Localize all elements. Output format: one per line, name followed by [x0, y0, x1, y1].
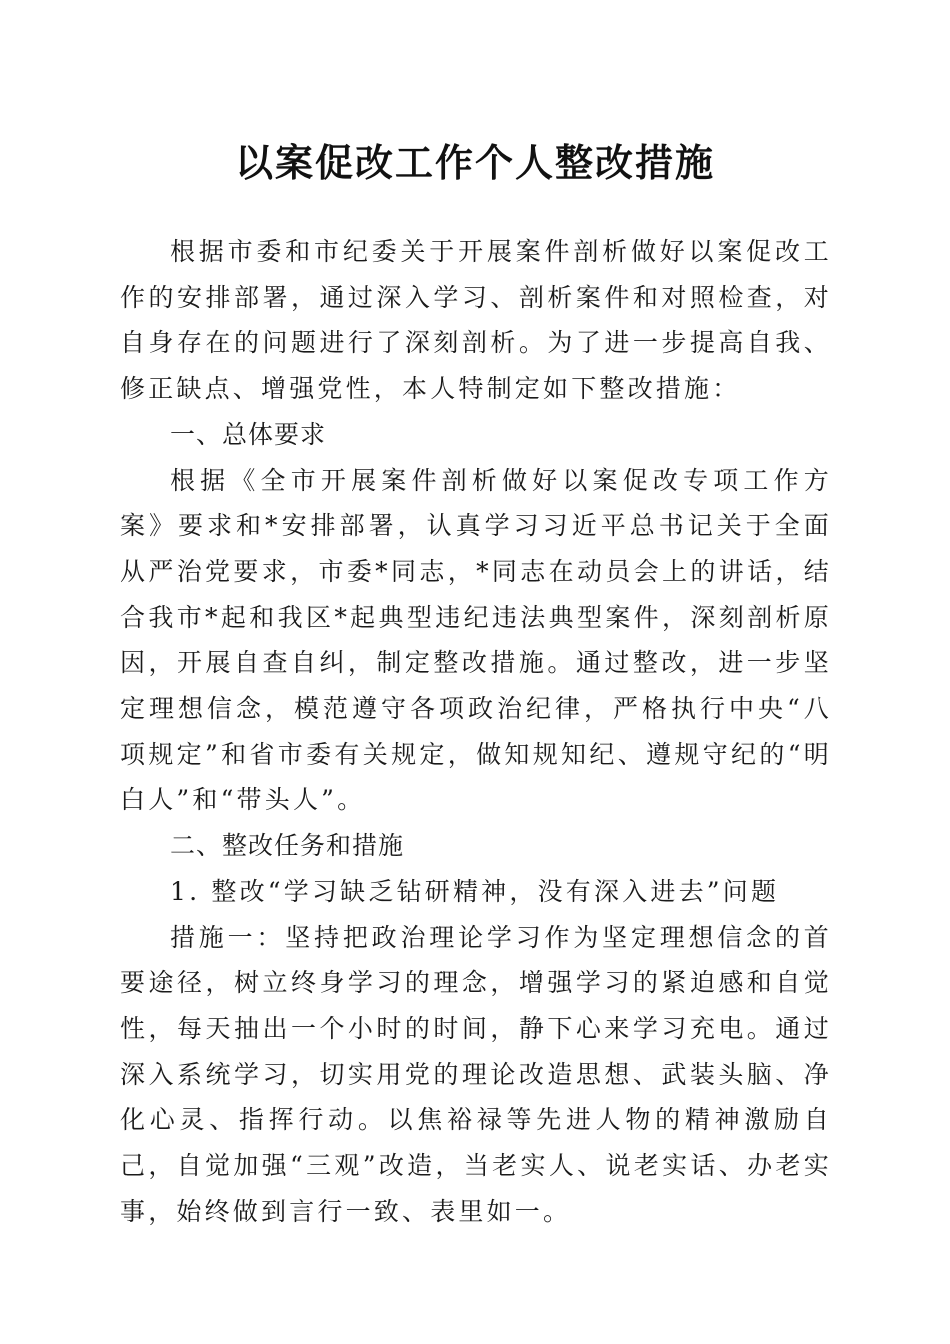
- section-heading-tasks-and-measures: 二、整改任务和措施: [170, 831, 405, 861]
- document-title: 以案促改工作个人整改措施: [234, 140, 715, 185]
- intro-paragraph: 根据市委和市纪委关于开展案件剖析做好以案促改工作的安排部署，通过深入学习、剖析案件和对照检查，对自身存在的问题进行了深刻剖析。为了进一步提高自我、修正缺点、增强党性，本人特制定如下整改措施：: [120, 237, 832, 404]
- task-item-1: 1. 整改“学习缺乏钻研精神，没有深入进去”问题: [170, 876, 780, 906]
- document-body: [120, 229, 832, 1234]
- section-heading-overall-requirements: 一、总体要求: [170, 419, 327, 449]
- overall-requirements-paragraph: 根据《全市开展案件剖析做好以案促改专项工作方案》要求和*安排部署，认真学习习近平总书记关于全面从严治党要求，市委*同志，*同志在动员会上的讲话，结合我市*起和我区*起典型违纪违法典型案件，深刻剖析原因，开展自查自纠，制定整改措施。通过整改，进一步坚定理想信念，模范遵守各项政治纪律，严格执行中央“八项规定”和省市委有关规定，做知规知纪、遵规守纪的“明白人”和“带头人”。: [120, 465, 832, 815]
- measure-1-paragraph: 措施一：坚持把政治理论学习作为坚定理想信念的首要途径，树立终身学习的理念，增强学习的紧迫感和自觉性，每天抽出一个小时的时间，静下心来学习充电。通过深入系统学习，切实用党的理论改造思想、武装头脑、净化心灵、指挥行动。以焦裕禄等先进人物的精神激励自己，自觉加强“三观”改造，当老实人、说老实话、办老实事，始终做到言行一致、表里如一。: [120, 922, 832, 1226]
